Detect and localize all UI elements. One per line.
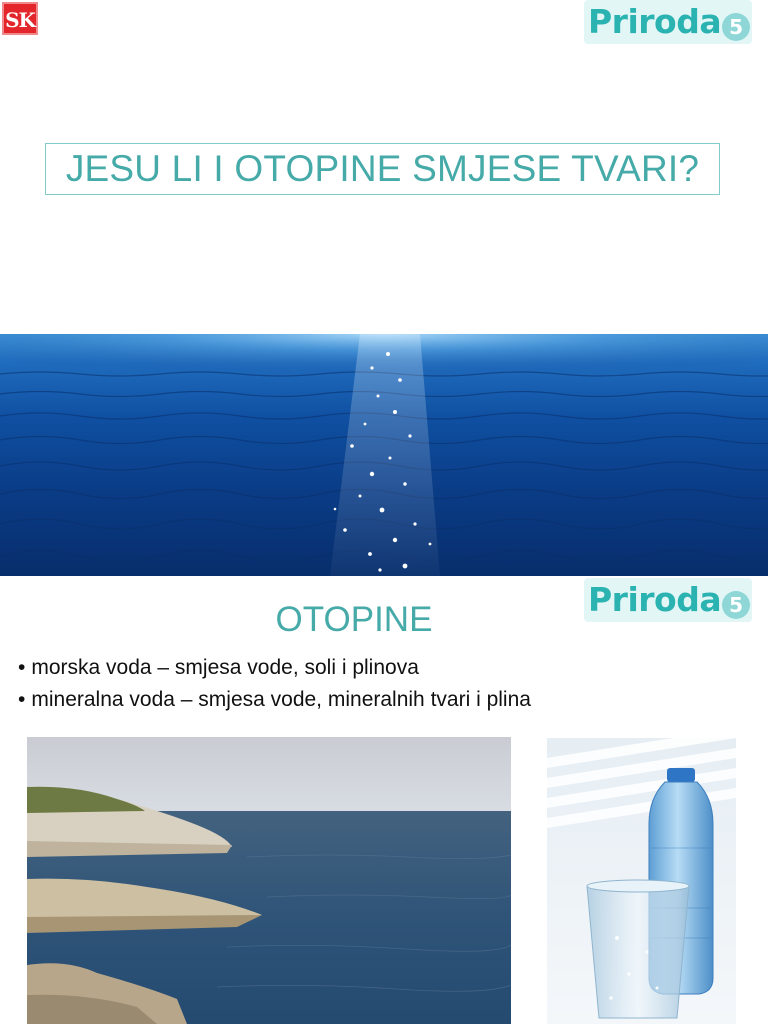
bullet-item: • morska voda – smjesa vode, soli i plinova	[18, 652, 531, 684]
publisher-logo: SK	[2, 2, 38, 35]
priroda-brand-logo	[584, 0, 752, 44]
brand-grade-badge: 5	[722, 591, 750, 619]
sea-illustration	[0, 334, 768, 576]
bullet-list	[18, 652, 531, 716]
bottle-illustration	[547, 738, 736, 1024]
water-bottle-image	[547, 738, 736, 1024]
bullet-item: • mineralna voda – smjesa vode, mineralnih tvari i plina	[18, 684, 531, 716]
brand-grade-badge: 5	[722, 13, 750, 41]
slide-heading: OTOPINE	[275, 600, 433, 639]
slide-title-box	[45, 143, 720, 195]
slide-title: JESU LI I OTOPINE SMJESE TVARI?	[65, 148, 700, 189]
brand-name: Priroda	[588, 580, 722, 619]
sea-image	[0, 334, 768, 576]
coastline-illustration	[27, 737, 511, 1024]
brand-name: Priroda	[588, 2, 722, 41]
coastline-image	[27, 737, 511, 1024]
